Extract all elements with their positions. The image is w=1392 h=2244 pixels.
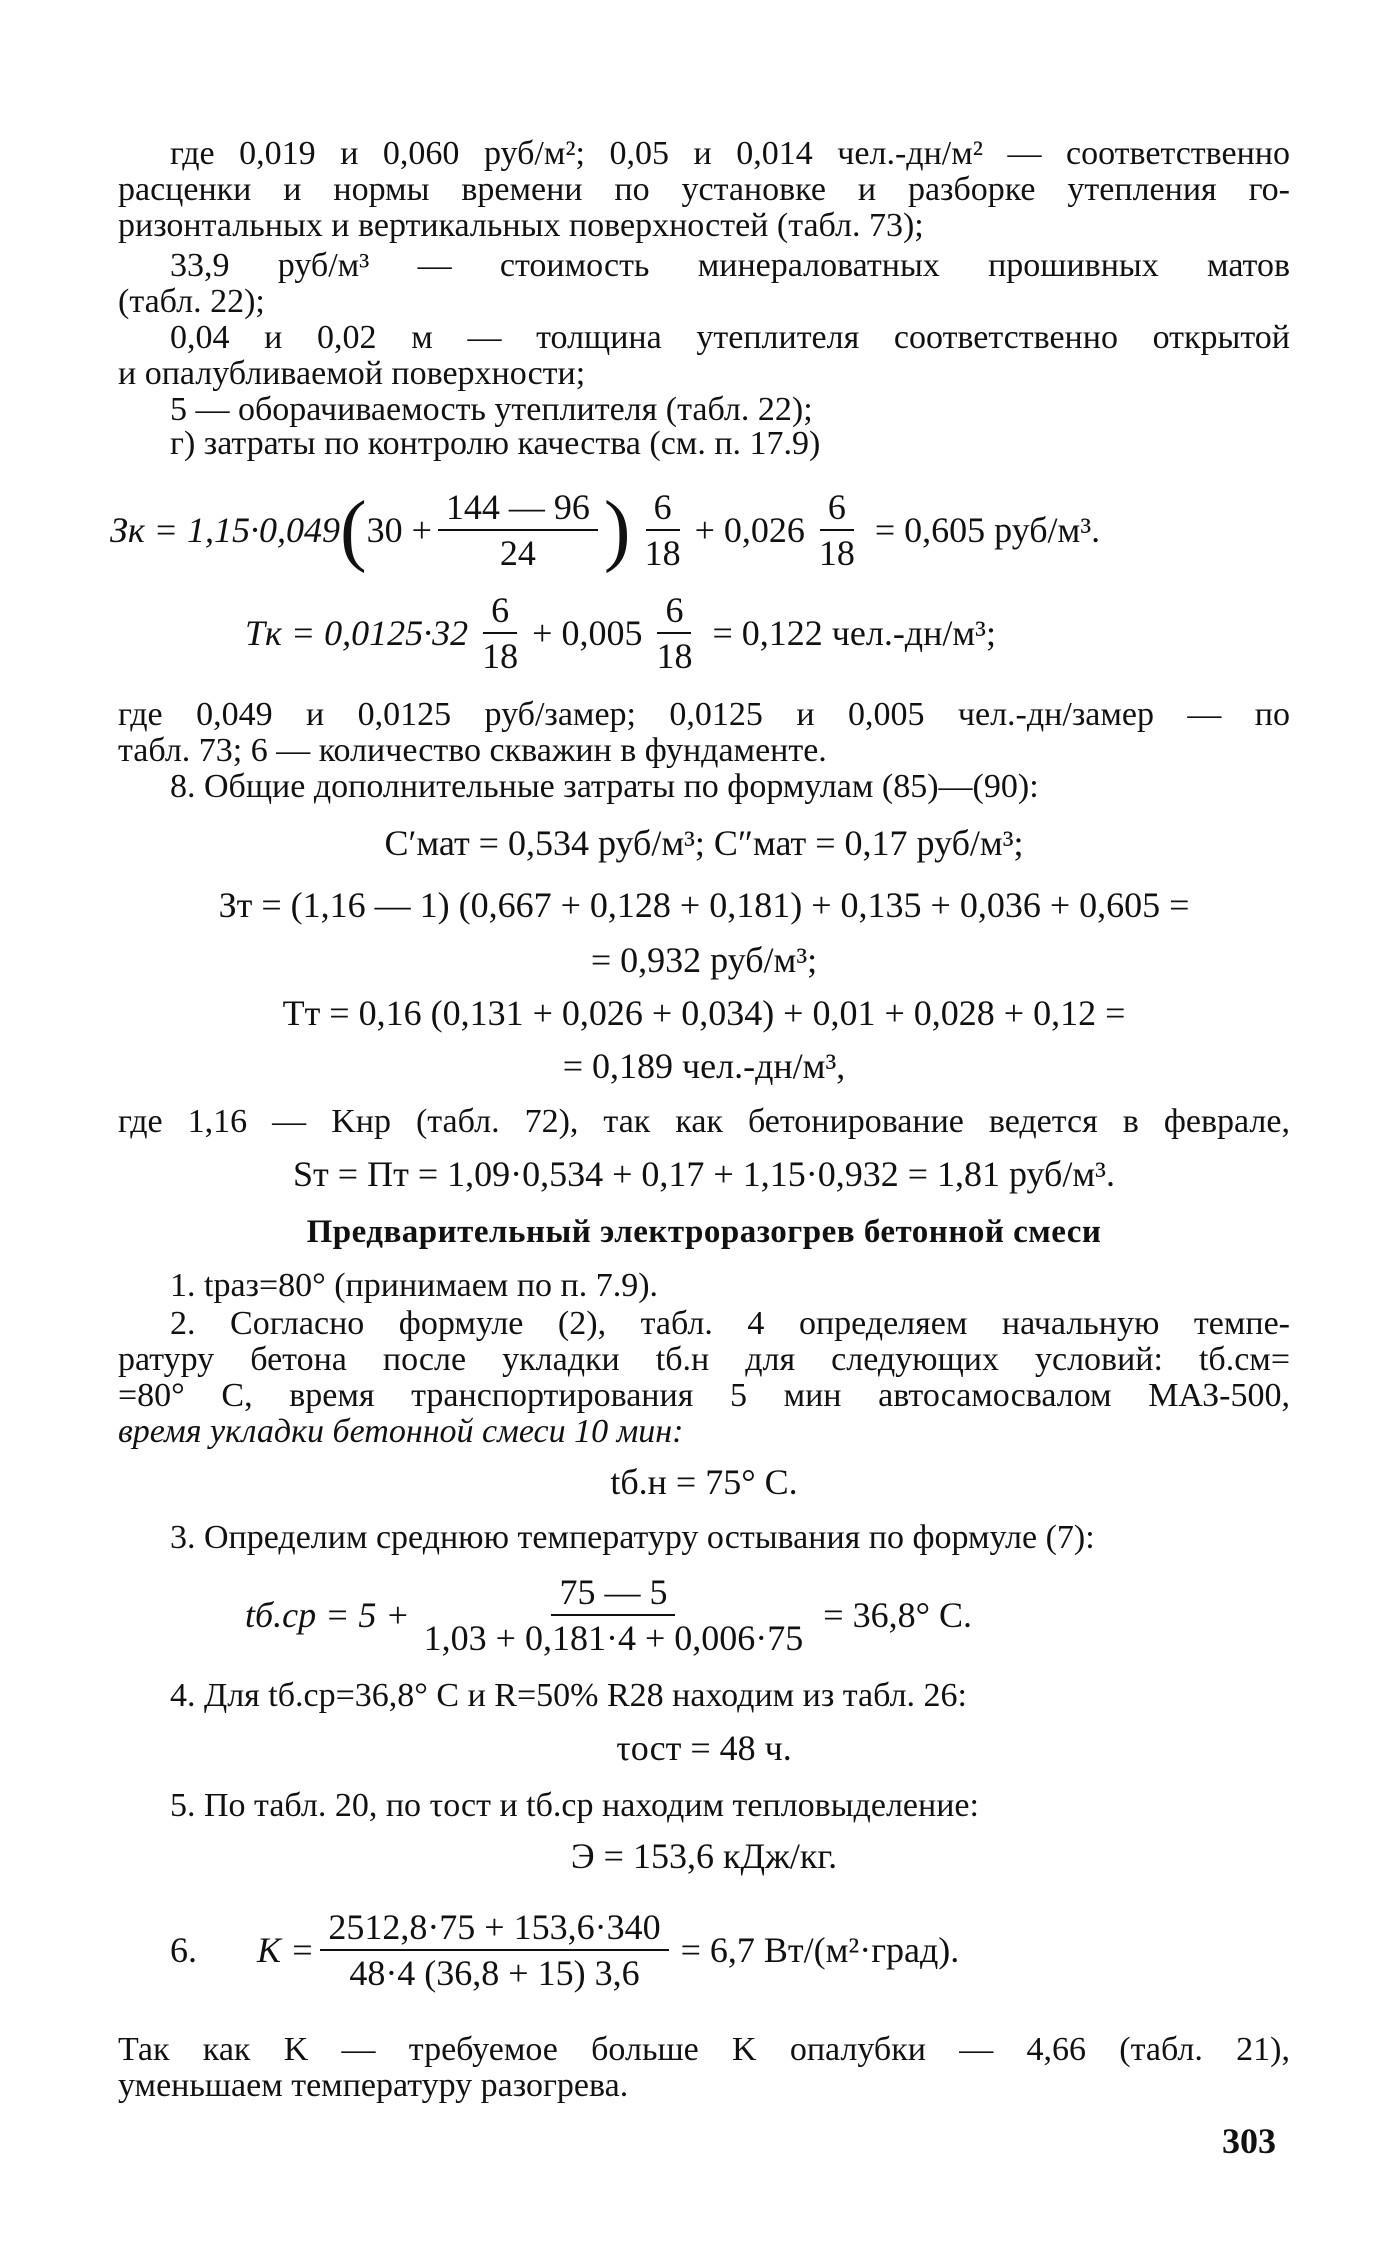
text-line: 33,9 руб/м³ — стоимость минераловатных прошивных матов [170, 247, 1290, 284]
eq-tk-result: = 0,122 чел.-дн/м³; [712, 613, 996, 653]
fraction [648, 592, 700, 674]
text-line: и опалубливаемой поверхности; [118, 355, 586, 392]
eq-tbcp-result: = 36,8° С. [823, 1595, 972, 1635]
text-line: ризонтальных и вертикальных поверхностей (табл. 73); [118, 207, 924, 244]
fraction-numerator: 6 [657, 592, 691, 634]
fraction-denominator: 18 [656, 636, 693, 676]
text-line: где 1,16 — Kнр (табл. 72), так как бетонирование ведется в феврале, [118, 1103, 1290, 1140]
equation-tk [245, 588, 1392, 678]
eq-tbcp-left: tб.ср = 5 + [245, 1595, 410, 1635]
eq-tk-left: Tк = 0,0125·32 [245, 613, 469, 653]
fraction-denominator: 18 [818, 533, 855, 573]
text-line: 3. Определим среднюю температуру остывания по формуле (7): [170, 1519, 1095, 1556]
equation-st: Sт = Пт = 1,09·0,534 + 0,17 + 1,15·0,932 = 1,81 руб/м³. [293, 1154, 1115, 1194]
fraction [474, 592, 526, 674]
equation-tbcp [245, 1565, 1392, 1665]
fraction-numerator: 2512,8·75 + 153,6·340 [320, 1909, 668, 1951]
equation-zt-line1: Зт = (1,16 — 1) (0,667 + 0,128 + 0,181) + 0,135 + 0,036 + 0,605 = [218, 885, 1190, 925]
eq-zk-result: = 0,605 руб/м³. [874, 510, 1101, 550]
eq-zk-paren-a: 30 + [366, 510, 432, 550]
fraction [811, 489, 863, 571]
equation-zk [110, 475, 1282, 585]
equation-cmat: C′мат = 0,534 руб/м³; C″мат = 0,17 руб/м³; [384, 823, 1024, 863]
equation-k [170, 1895, 1342, 2005]
equation-zt-line2: = 0,932 руб/м³; [590, 940, 818, 980]
equation-tbn: tб.н = 75° С. [610, 1462, 798, 1502]
page-number: 303 [1222, 2121, 1276, 2161]
fraction [438, 489, 598, 571]
fraction-numerator: 144 — 96 [438, 489, 598, 531]
equation-tt-line2: = 0,189 чел.-дн/м³, [562, 1046, 846, 1086]
fraction-denominator: 1,03 + 0,181·4 + 0,006·75 [423, 1618, 804, 1658]
text-line: г) затраты по контролю качества (см. п. 17.9) [170, 425, 821, 462]
text-line: уменьшаем температуру разогрева. [118, 2067, 629, 2104]
equation-e: Э = 153,6 кДж/кг. [570, 1836, 838, 1876]
fraction-numerator: 6 [820, 489, 854, 531]
eq-zk-mid: + 0,026 [694, 510, 805, 550]
text-line: время укладки бетонной смеси 10 мин: [118, 1413, 684, 1450]
text-line: 8. Общие дополнительные затраты по формулам (85)—(90): [170, 768, 1039, 805]
text-line: ратуру бетона после укладки tб.н для следующих условий: tб.см= [118, 1341, 1290, 1378]
eq-k-result: = 6,7 Вт/(м²·град). [680, 1930, 960, 1970]
text-line: расценки и нормы времени по установке и разборке утепления го- [118, 171, 1290, 208]
fraction-numerator: 6 [483, 592, 517, 634]
text-line: 2. Согласно формуле (2), табл. 4 определяем начальную темпе- [170, 1305, 1290, 1342]
fraction [416, 1574, 812, 1656]
eq-k-left: K = [257, 1930, 315, 1970]
section-heading: Предварительный электроразогрев бетонной смеси [306, 1214, 1102, 1250]
text-line: табл. 73; 6 — количество скважин в фундаменте. [118, 732, 827, 769]
eq-tk-mid: + 0,005 [532, 613, 643, 653]
fraction-numerator: 75 — 5 [551, 1574, 675, 1616]
text-line: 4. Для tб.ср=36,8° С и R=50% R28 находим из табл. 26: [170, 1677, 968, 1714]
text-line: 5. По табл. 20, по τост и tб.ср находим тепловыделение: [170, 1787, 979, 1824]
text-line: 5 — оборачиваемость утеплителя (табл. 22); [170, 391, 813, 428]
equation-tt-line1: Tт = 0,16 (0,131 + 0,026 + 0,034) + 0,01 + 0,028 + 0,12 = [282, 993, 1126, 1033]
text-line: 1. tраз=80° (принимаем по п. 7.9). [170, 1267, 659, 1304]
fraction-denominator: 48·4 (36,8 + 15) 3,6 [349, 1953, 640, 1993]
left-paren: ( [339, 486, 367, 574]
text-line: 0,04 и 0,02 м — толщина утеплителя соответственно открытой [170, 319, 1290, 356]
fraction-denominator: 18 [482, 636, 519, 676]
right-paren: ) [603, 486, 631, 574]
fraction [637, 489, 689, 571]
fraction [320, 1909, 668, 1991]
text-line: Так как K — требуемое больше K опалубки — 4,66 (табл. 21), [118, 2031, 1290, 2068]
equation-tau: τост = 48 ч. [616, 1728, 792, 1768]
fraction-denominator: 18 [644, 533, 681, 573]
eq-zk-left: Зк = 1,15·0,049 [110, 510, 340, 550]
fraction-denominator: 24 [499, 533, 536, 573]
text-line: где 0,019 и 0,060 руб/м²; 0,05 и 0,014 чел.-дн/м² — соответственно [170, 135, 1290, 172]
text-line: (табл. 22); [118, 283, 265, 320]
text-line: где 0,049 и 0,0125 руб/замер; 0,0125 и 0,005 чел.-дн/замер — по [118, 696, 1290, 733]
item-number: 6. [170, 1930, 197, 1970]
text-line: =80° С, время транспортирования 5 мин автосамосвалом МАЗ-500, [118, 1377, 1290, 1414]
fraction-numerator: 6 [646, 489, 680, 531]
